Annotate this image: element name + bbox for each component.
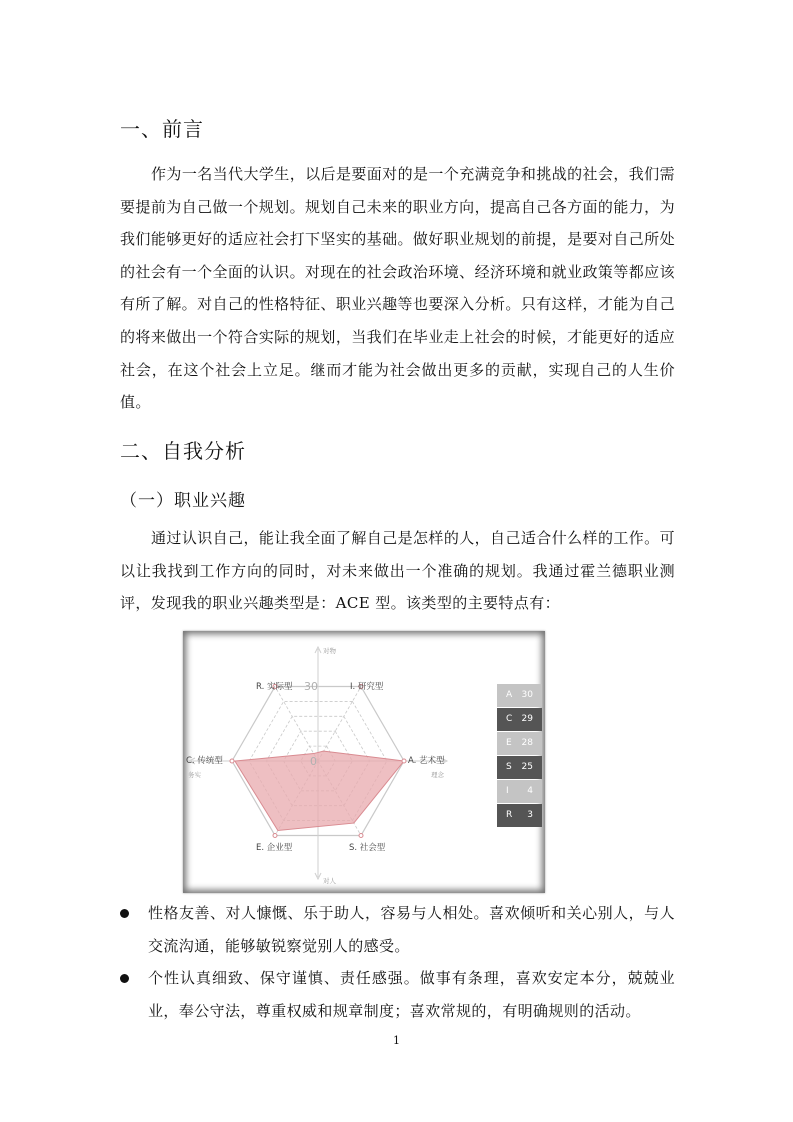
trait-bullet-list [120, 897, 675, 1027]
score-box-label: C [506, 714, 513, 724]
score-box-label: A [506, 690, 513, 700]
radar-axis-label: C. 传统型 [186, 756, 223, 766]
radar-vertex-marker [402, 759, 406, 763]
radar-axis-label: R. 实际型 [256, 682, 293, 692]
career-interest-paragraph: 通过认识自己，能让我全面了解自己是怎样的人，自己适合什么样的工作。可以让我找到工作方向的同时，对未来做出一个准确的规划。我通过霍兰德职业测评，发现我的职业兴趣类型是：ACE 型。该类型的主要特点有： [120, 529, 675, 613]
radar-axis-label: E. 企业型 [256, 843, 293, 853]
radar-chart [183, 631, 545, 893]
radar-spoke [318, 687, 361, 761]
radar-axis-label: I. 研究型 [350, 682, 384, 692]
bullet-text: 个性认真细致、保守谨慎、责任感强。做事有条理，喜欢安定本分，兢兢业业，奉公守法，尊重权威和规章制度；喜欢常规的，有明确规则的活动。 [148, 969, 675, 1020]
section-heading-preface: 一、前言 [120, 117, 204, 141]
page-number: 1 [393, 1034, 400, 1047]
score-box-label: R [506, 810, 513, 820]
score-box-label: S [506, 762, 512, 772]
radar-axis-label: A. 艺术型 [408, 756, 445, 766]
bullet-dot-icon [120, 909, 129, 918]
bullet-text: 性格友善、对人慷慨、乐于助人，容易与人相处。喜欢倾听和关心别人，与人交流沟通，能够敏锐察觉别人的感受。 [148, 904, 675, 955]
score-box-value: 4 [527, 786, 533, 796]
score-box [497, 804, 542, 827]
list-item [120, 897, 675, 962]
score-box [497, 732, 542, 755]
score-box [497, 780, 542, 803]
radar-vertex-marker [273, 833, 277, 837]
score-box [497, 684, 542, 707]
orientation-label: 理念 [431, 771, 444, 779]
radar-spoke [275, 687, 318, 761]
score-box-value: 3 [527, 810, 533, 820]
score-box [497, 756, 542, 779]
score-box-value: 29 [521, 714, 533, 724]
radar-tick-label-max: 30 [304, 680, 318, 693]
radar-vertex-marker [359, 833, 363, 837]
score-box [497, 708, 542, 731]
bullet-dot-icon [120, 974, 129, 983]
section-heading-self-analysis: 二、自我分析 [120, 439, 246, 463]
orientation-label: 对物 [323, 647, 336, 655]
score-box-value: 30 [521, 690, 533, 700]
score-box-label: I [506, 786, 509, 796]
preface-paragraph: 作为一名当代大学生，以后是要面对的是一个充满竞争和挑战的社会，我们需要提前为自己做一个规划。规划自己未来的职业方向，提高自己各方面的能力，为我们能够更好的适应社会打下坚实的基础。做好职业规划的前提，是要对自己所处的社会有一个全面的认识。对现在的社会政治环境、经济环境和就业政策等都应该有所了解。对自己的性格特征、职业兴趣等也要深入分析。只有这样，才能为自己的将来做出一个符合实际的规划，当我们在毕业走上社会的时候，才能更好的适应社会，在这个社会上立足。继而才能为社会做出更多的贡献，实现自己的人生价值。 [120, 165, 675, 412]
score-box-value: 28 [521, 738, 533, 748]
radar-axis-label: S. 社会型 [349, 843, 386, 853]
holland-radar-figure [183, 631, 545, 893]
subsection-heading-career-interest: （一）职业兴趣 [120, 491, 246, 511]
orientation-label: 务实 [188, 771, 201, 779]
score-box-value: 25 [521, 762, 533, 772]
radar-data-area [235, 751, 404, 830]
list-item [120, 962, 675, 1027]
radar-vertex-marker [230, 759, 234, 763]
radar-tick-label-min: 0 [310, 755, 317, 768]
score-box-label: E [506, 738, 512, 748]
orientation-label: 对人 [323, 877, 336, 885]
